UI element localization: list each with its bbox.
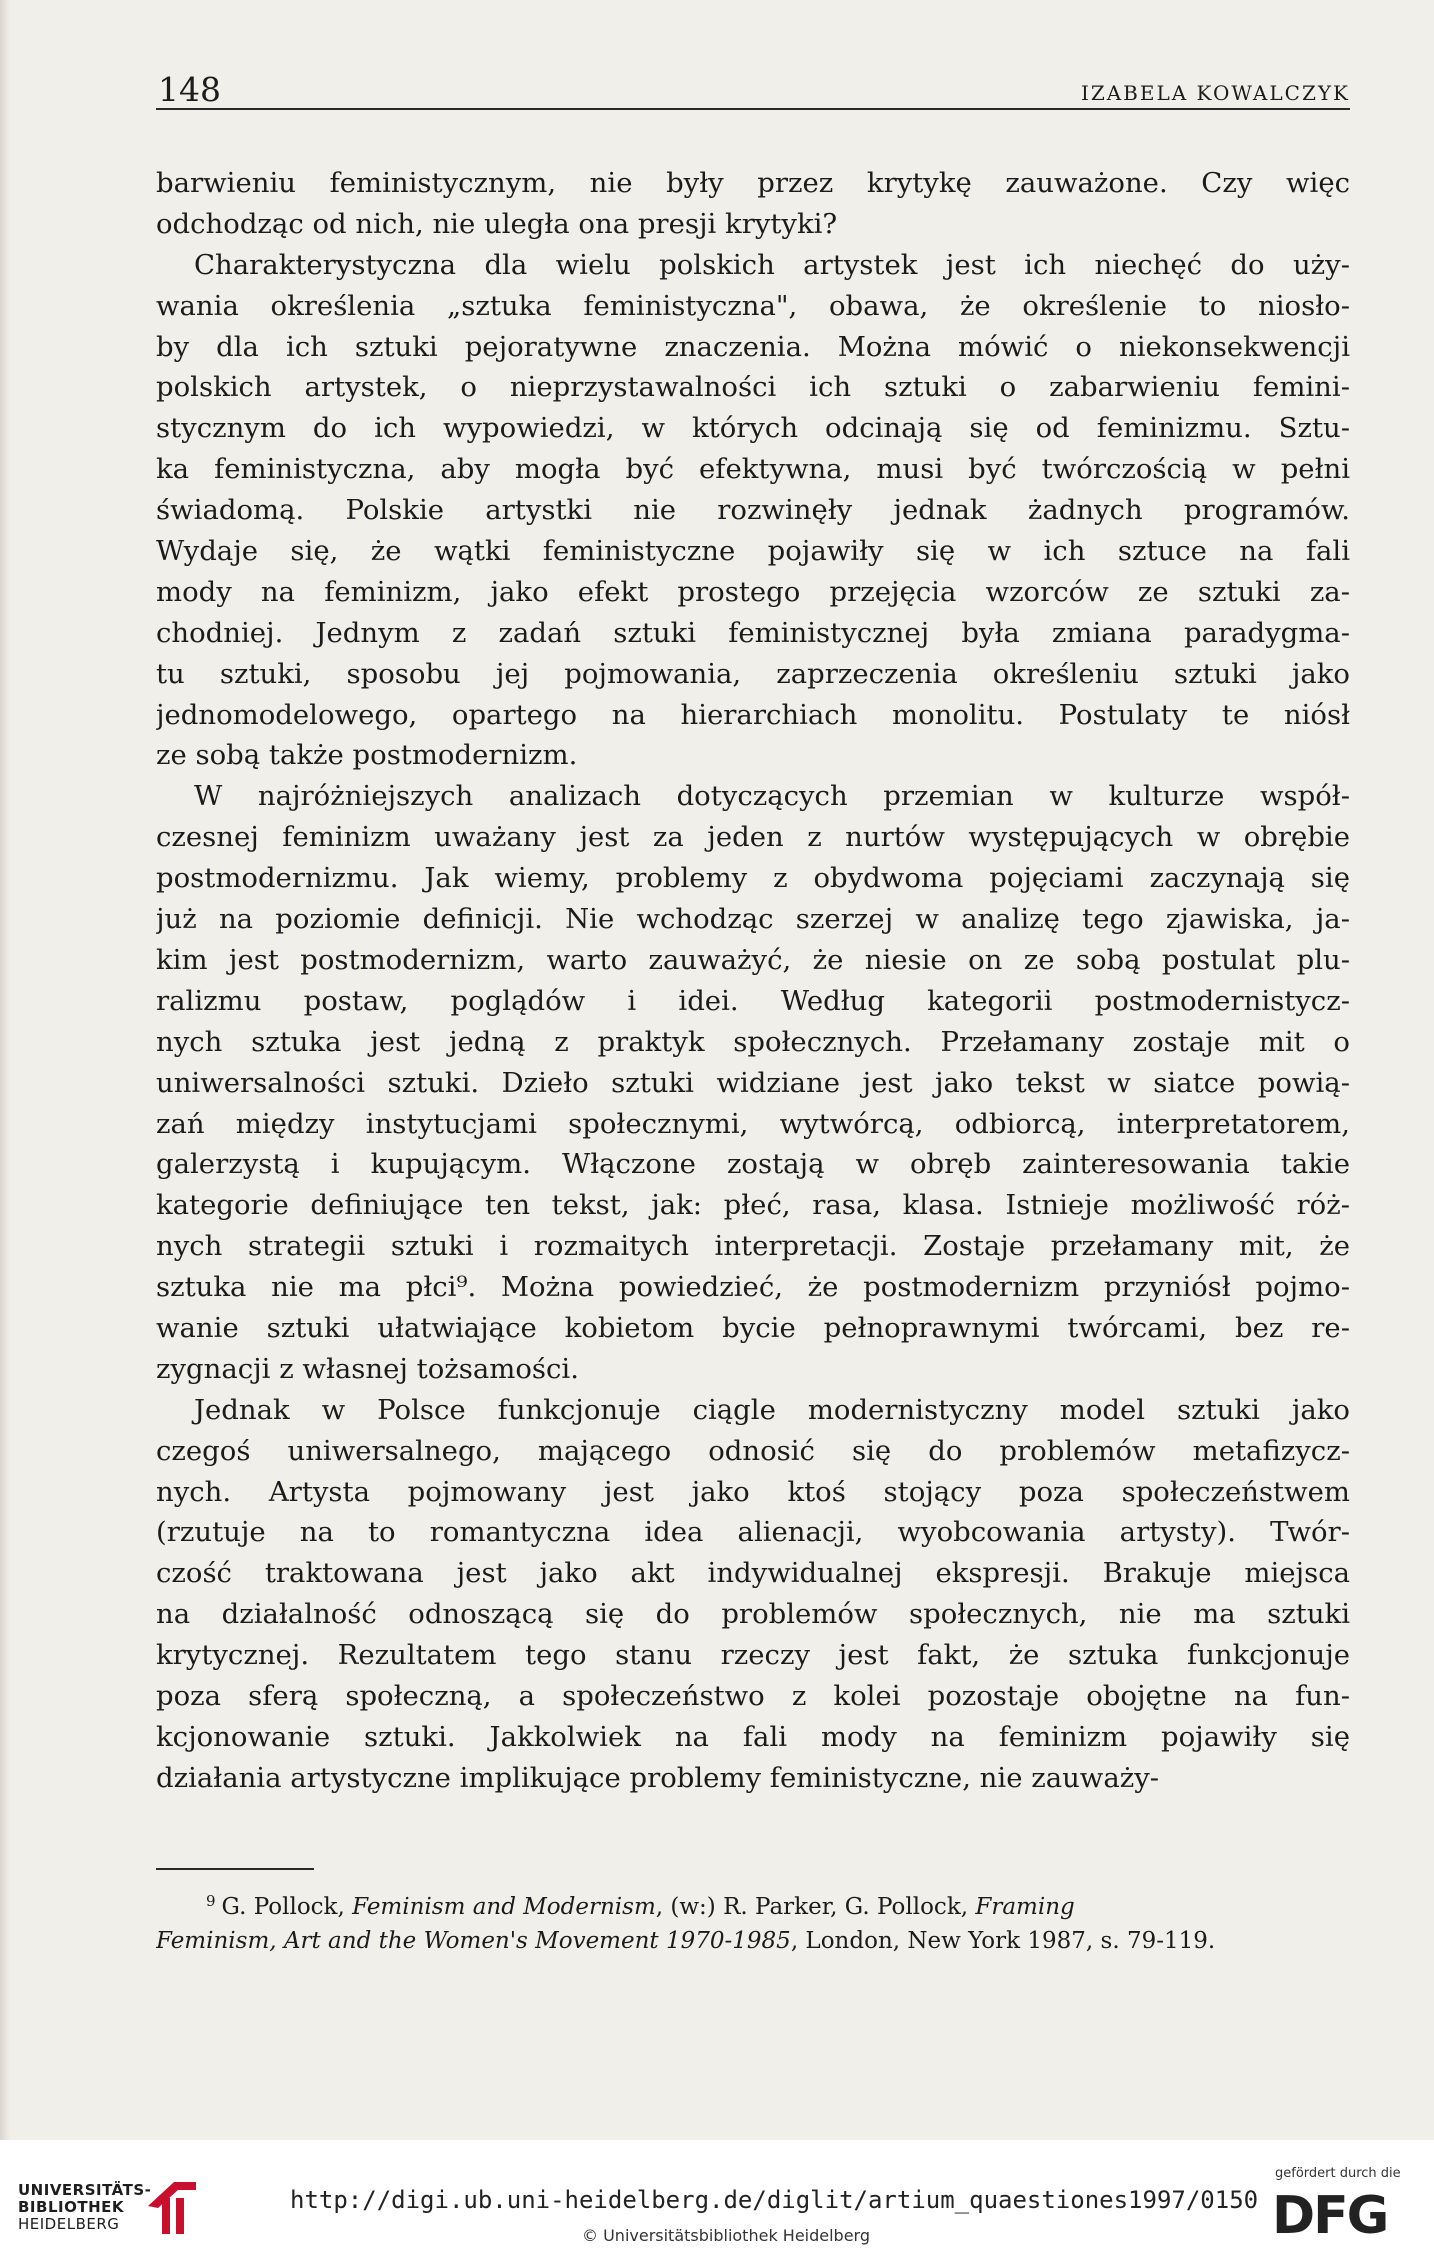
text-line: Jednak w Polsce funkcjonuje ciągle modernistyczny model sztuki jako <box>194 1393 1350 1426</box>
running-head <box>156 68 1350 110</box>
text-line: W najróżniejszych analizach dotyczących przemian w kulturze współ- <box>194 780 1350 813</box>
library-name <box>18 2182 151 2233</box>
permalink-url[interactable]: http://digi.ub.uni-heidelberg.de/diglit/artium_quaestiones1997/0150 <box>290 2186 1259 2214</box>
text-line: Wydaje się, że wątki feministyczne pojawiły się w ich sztuce na fali <box>156 535 1350 568</box>
text-line: mody na feminizm, jako efekt prostego przejęcia wzorców ze sztuki za- <box>156 575 1350 608</box>
text-line: czegoś uniwersalnego, mającego odnosić się do problemów metafizycz- <box>156 1434 1350 1467</box>
footnote-title: Feminism, Art and the Women's Movement 1970-1985 <box>156 1928 791 1954</box>
text-line: chodniej. Jednym z zadań sztuki feministycznej była zmiana paradygma- <box>156 616 1350 649</box>
footnote-line <box>156 1884 1350 1924</box>
text-line: stycznym do ich wypowiedzi, w których odcinają się od feminizmu. Sztu- <box>156 412 1350 445</box>
footnote-text: G. Pollock, <box>221 1894 353 1920</box>
text-line: uniwersalności sztuki. Dzieło sztuki widziane jest jako tekst w siatce powią- <box>156 1066 1350 1099</box>
text-line: polskich artystek, o nieprzystawalności ich sztuki o zabarwieniu femini- <box>156 371 1350 404</box>
text-line: kategorie definiujące ten tekst, jak: płeć, rasa, klasa. Istnieje możliwość róż- <box>156 1189 1350 1222</box>
text-line: czesnej feminizm uważany jest za jeden z nurtów występujących w obrębie <box>156 821 1350 854</box>
text-line: kcjonowanie sztuki. Jakkolwiek na fali mody na feminizm pojawiły się <box>156 1720 1350 1753</box>
text-line: ralizmu postaw, poglądów i idei. Według kategorii postmodernistycz- <box>156 984 1350 1017</box>
author-running-head: IZABELA KOWALCZYK <box>1080 81 1350 105</box>
text-line: działania artystyczne implikujące problemy feministyczne, nie zauważy- <box>156 1761 1160 1794</box>
page-number: 148 <box>158 70 221 109</box>
text-line: sztuka nie ma płci⁹. Można powiedzieć, że postmodernizm przyniósł pojmo- <box>156 1271 1350 1304</box>
footnote-title: Feminism and Modernism <box>352 1894 656 1920</box>
footnote-text: , (w:) R. Parker, G. Pollock, <box>655 1894 976 1920</box>
text-line: krytycznej. Rezultatem tego stanu rzeczy jest fakt, że sztuka funkcjonuje <box>156 1639 1350 1672</box>
text-line: Charakterystyczna dla wielu polskich artystek jest ich niechęć do uży- <box>194 248 1350 281</box>
funding-caption: gefördert durch die <box>1275 2166 1401 2181</box>
text-line: wania określenia „sztuka feministyczna", obawa, że określenie to niosło- <box>156 289 1350 322</box>
text-line: poza sferą społeczną, a społeczeństwo z kolei pozostaje obojętne na fun- <box>156 1680 1350 1712</box>
text-line: świadomą. Polskie artystki nie rozwinęły jednak żadnych programów. <box>156 494 1350 527</box>
footnote <box>156 1884 1350 1958</box>
text-line: wanie sztuki ułatwiające kobietom bycie pełnoprawnymi twórcami, bez re- <box>156 1311 1350 1344</box>
text-line: zygnacji z własnej tożsamości. <box>156 1352 579 1385</box>
library-name-line: BIBLIOTHEK <box>18 2198 124 2216</box>
library-name-line: HEIDELBERG <box>18 2215 120 2233</box>
footnote-mark: 9 <box>206 1892 216 1910</box>
text-line: zań między instytucjami społecznymi, wytwórcą, odbiorcą, interpretatorem, <box>156 1107 1350 1140</box>
footnote-text: , London, New York 1987, s. 79-119. <box>790 1928 1216 1954</box>
text-line: kim jest postmodernizm, warto zauważyć, że niesie on ze sobą postulat plu- <box>156 943 1350 976</box>
text-line: nych sztuka jest jedną z praktyk społecznych. Przełamany zostaje mit o <box>156 1025 1350 1058</box>
text-line: nych. Artysta pojmowany jest jako ktoś stojący poza społeczeństwem <box>156 1475 1350 1508</box>
text-line: na działalność odnoszącą się do problemów społecznych, nie ma sztuki <box>156 1598 1350 1631</box>
text-line: odchodząc od nich, nie uległa ona presji krytyki? <box>156 207 838 240</box>
library-logo-icon <box>144 2176 200 2236</box>
library-name-line: UNIVERSITÄTS- <box>18 2181 152 2199</box>
text-line: ka feministyczna, aby mogła być efektywna, musi być twórczością w pełni <box>156 453 1350 486</box>
text-line: już na poziomie definicji. Nie wchodząc szerzej w analizę tego zjawiska, ja- <box>156 903 1350 936</box>
text-line: ze sobą także postmodernizm. <box>156 739 578 772</box>
text-line: (rzutuje na to romantyczna idea alienacji, wyobcowania artysty). Twór- <box>156 1516 1350 1549</box>
footnote-title: Framing <box>975 1894 1075 1920</box>
text-line: nych strategii sztuki i rozmaitych interpretacji. Zostaje przełamany mit, że <box>156 1230 1350 1263</box>
body-text <box>156 163 1350 1799</box>
footnote-rule <box>156 1868 314 1870</box>
dfg-logo: DFG <box>1272 2186 1388 2246</box>
text-line: by dla ich sztuki pejoratywne znaczenia. Można mówić o niekonsekwencji <box>156 330 1350 363</box>
text-line: tu sztuki, sposobu jej pojmowania, zaprzeczenia określeniu sztuki jako <box>156 657 1350 690</box>
copyright-notice: © Universitätsbibliothek Heidelberg <box>582 2226 871 2245</box>
text-line: postmodernizmu. Jak wiemy, problemy z obydwoma pojęciami zaczynają się <box>156 862 1350 895</box>
digitization-footer <box>0 2140 1434 2258</box>
text-line: barwieniu feministycznym, nie były przez krytykę zauważone. Czy więc <box>156 167 1350 199</box>
footnote-line <box>156 1924 1350 1958</box>
text-line: jednomodelowego, opartego na hierarchiach monolitu. Postulaty te niósł <box>156 698 1350 731</box>
text-line: galerzystą i kupującym. Włączone zostają w obręb zainteresowania takie <box>156 1148 1350 1181</box>
text-line: czość traktowana jest jako akt indywidualnej ekspresji. Brakuje miejsca <box>156 1557 1350 1590</box>
